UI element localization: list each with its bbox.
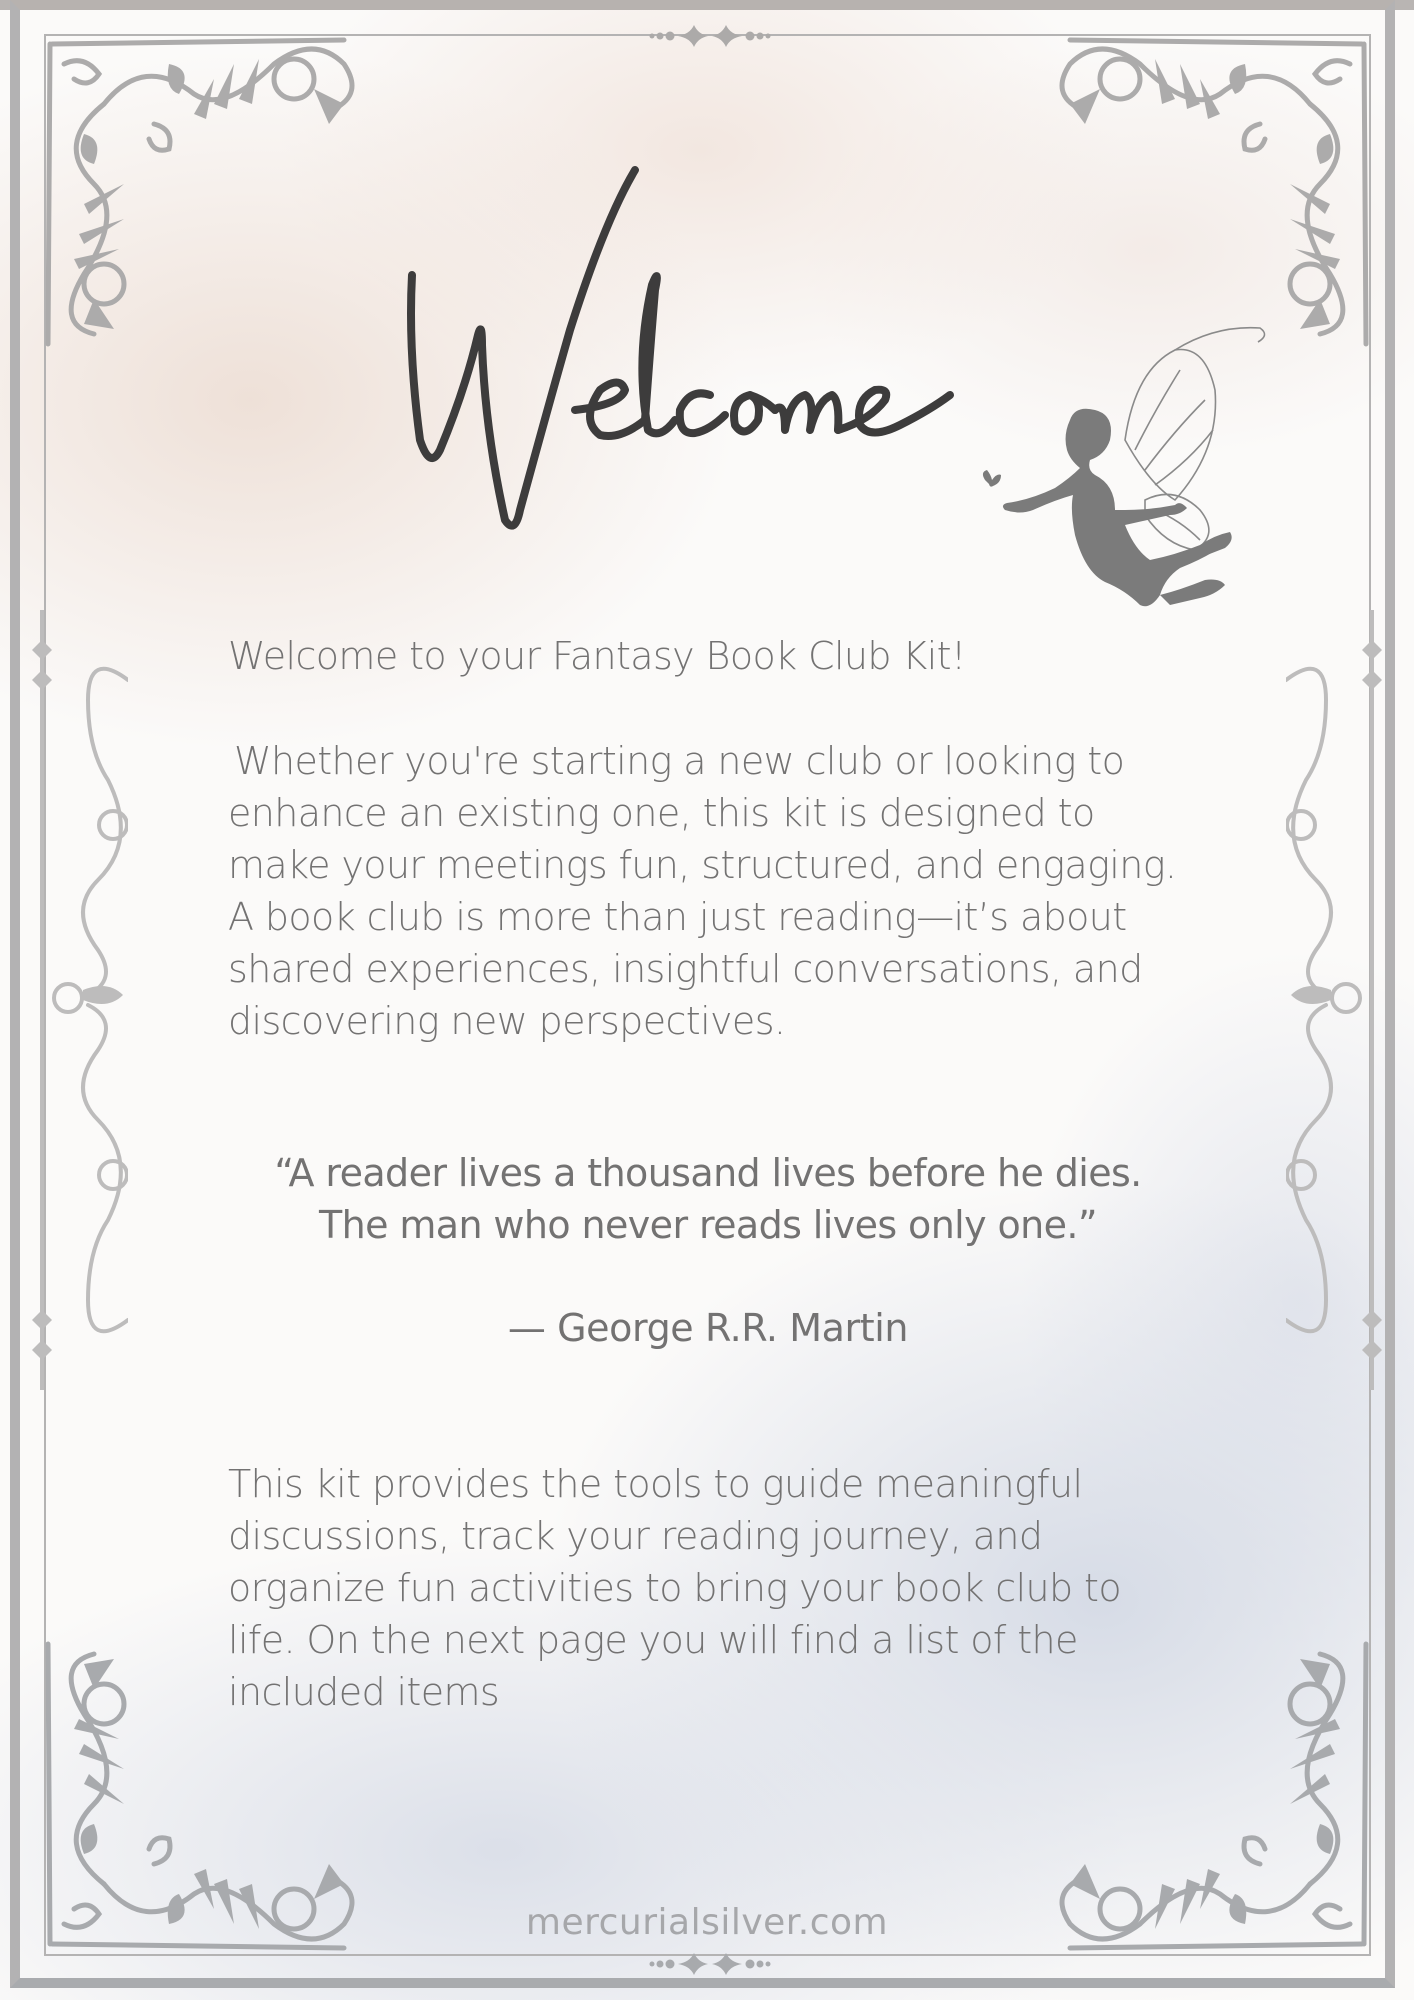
fairy-silhouette-icon (975, 310, 1315, 640)
intro-paragraph: Whether you're starting a new club or looking to enhance an existing one, this kit is designed to make your meetings fun, structured, and engaging. A book club is more than just reading—it’s about shared experiences, insightful conversations, and discovering new perspectives. (228, 739, 1177, 1043)
side-flourish-icon (28, 610, 128, 1390)
quote-attribution: — George R.R. Martin (507, 1306, 909, 1350)
side-flourish-icon (1286, 610, 1386, 1390)
website-footer: mercurialsilver.com (525, 1902, 889, 1943)
divider-diamond-icon (640, 22, 780, 52)
quote-line-2: The man who never reads lives only one.” (319, 1203, 1097, 1247)
corner-flourish-icon (1040, 34, 1370, 354)
corner-flourish-icon (44, 34, 374, 354)
welcome-script-title (390, 150, 990, 540)
divider-diamond-icon (640, 1950, 780, 1980)
butterfly-icon (983, 470, 1001, 487)
quote-line-1: “A reader lives a thousand lives before he dies. (274, 1151, 1142, 1195)
page-title (390, 150, 990, 540)
intro-heading: Welcome to your Fantasy Book Club Kit! (228, 634, 966, 678)
quote-block (228, 1147, 1188, 1251)
closing-paragraph: This kit provides the tools to guide meaningful discussions, track your reading journey, and organize fun activities to bring your book club to life. On the next page you will find a list of the included items (228, 1462, 1121, 1714)
